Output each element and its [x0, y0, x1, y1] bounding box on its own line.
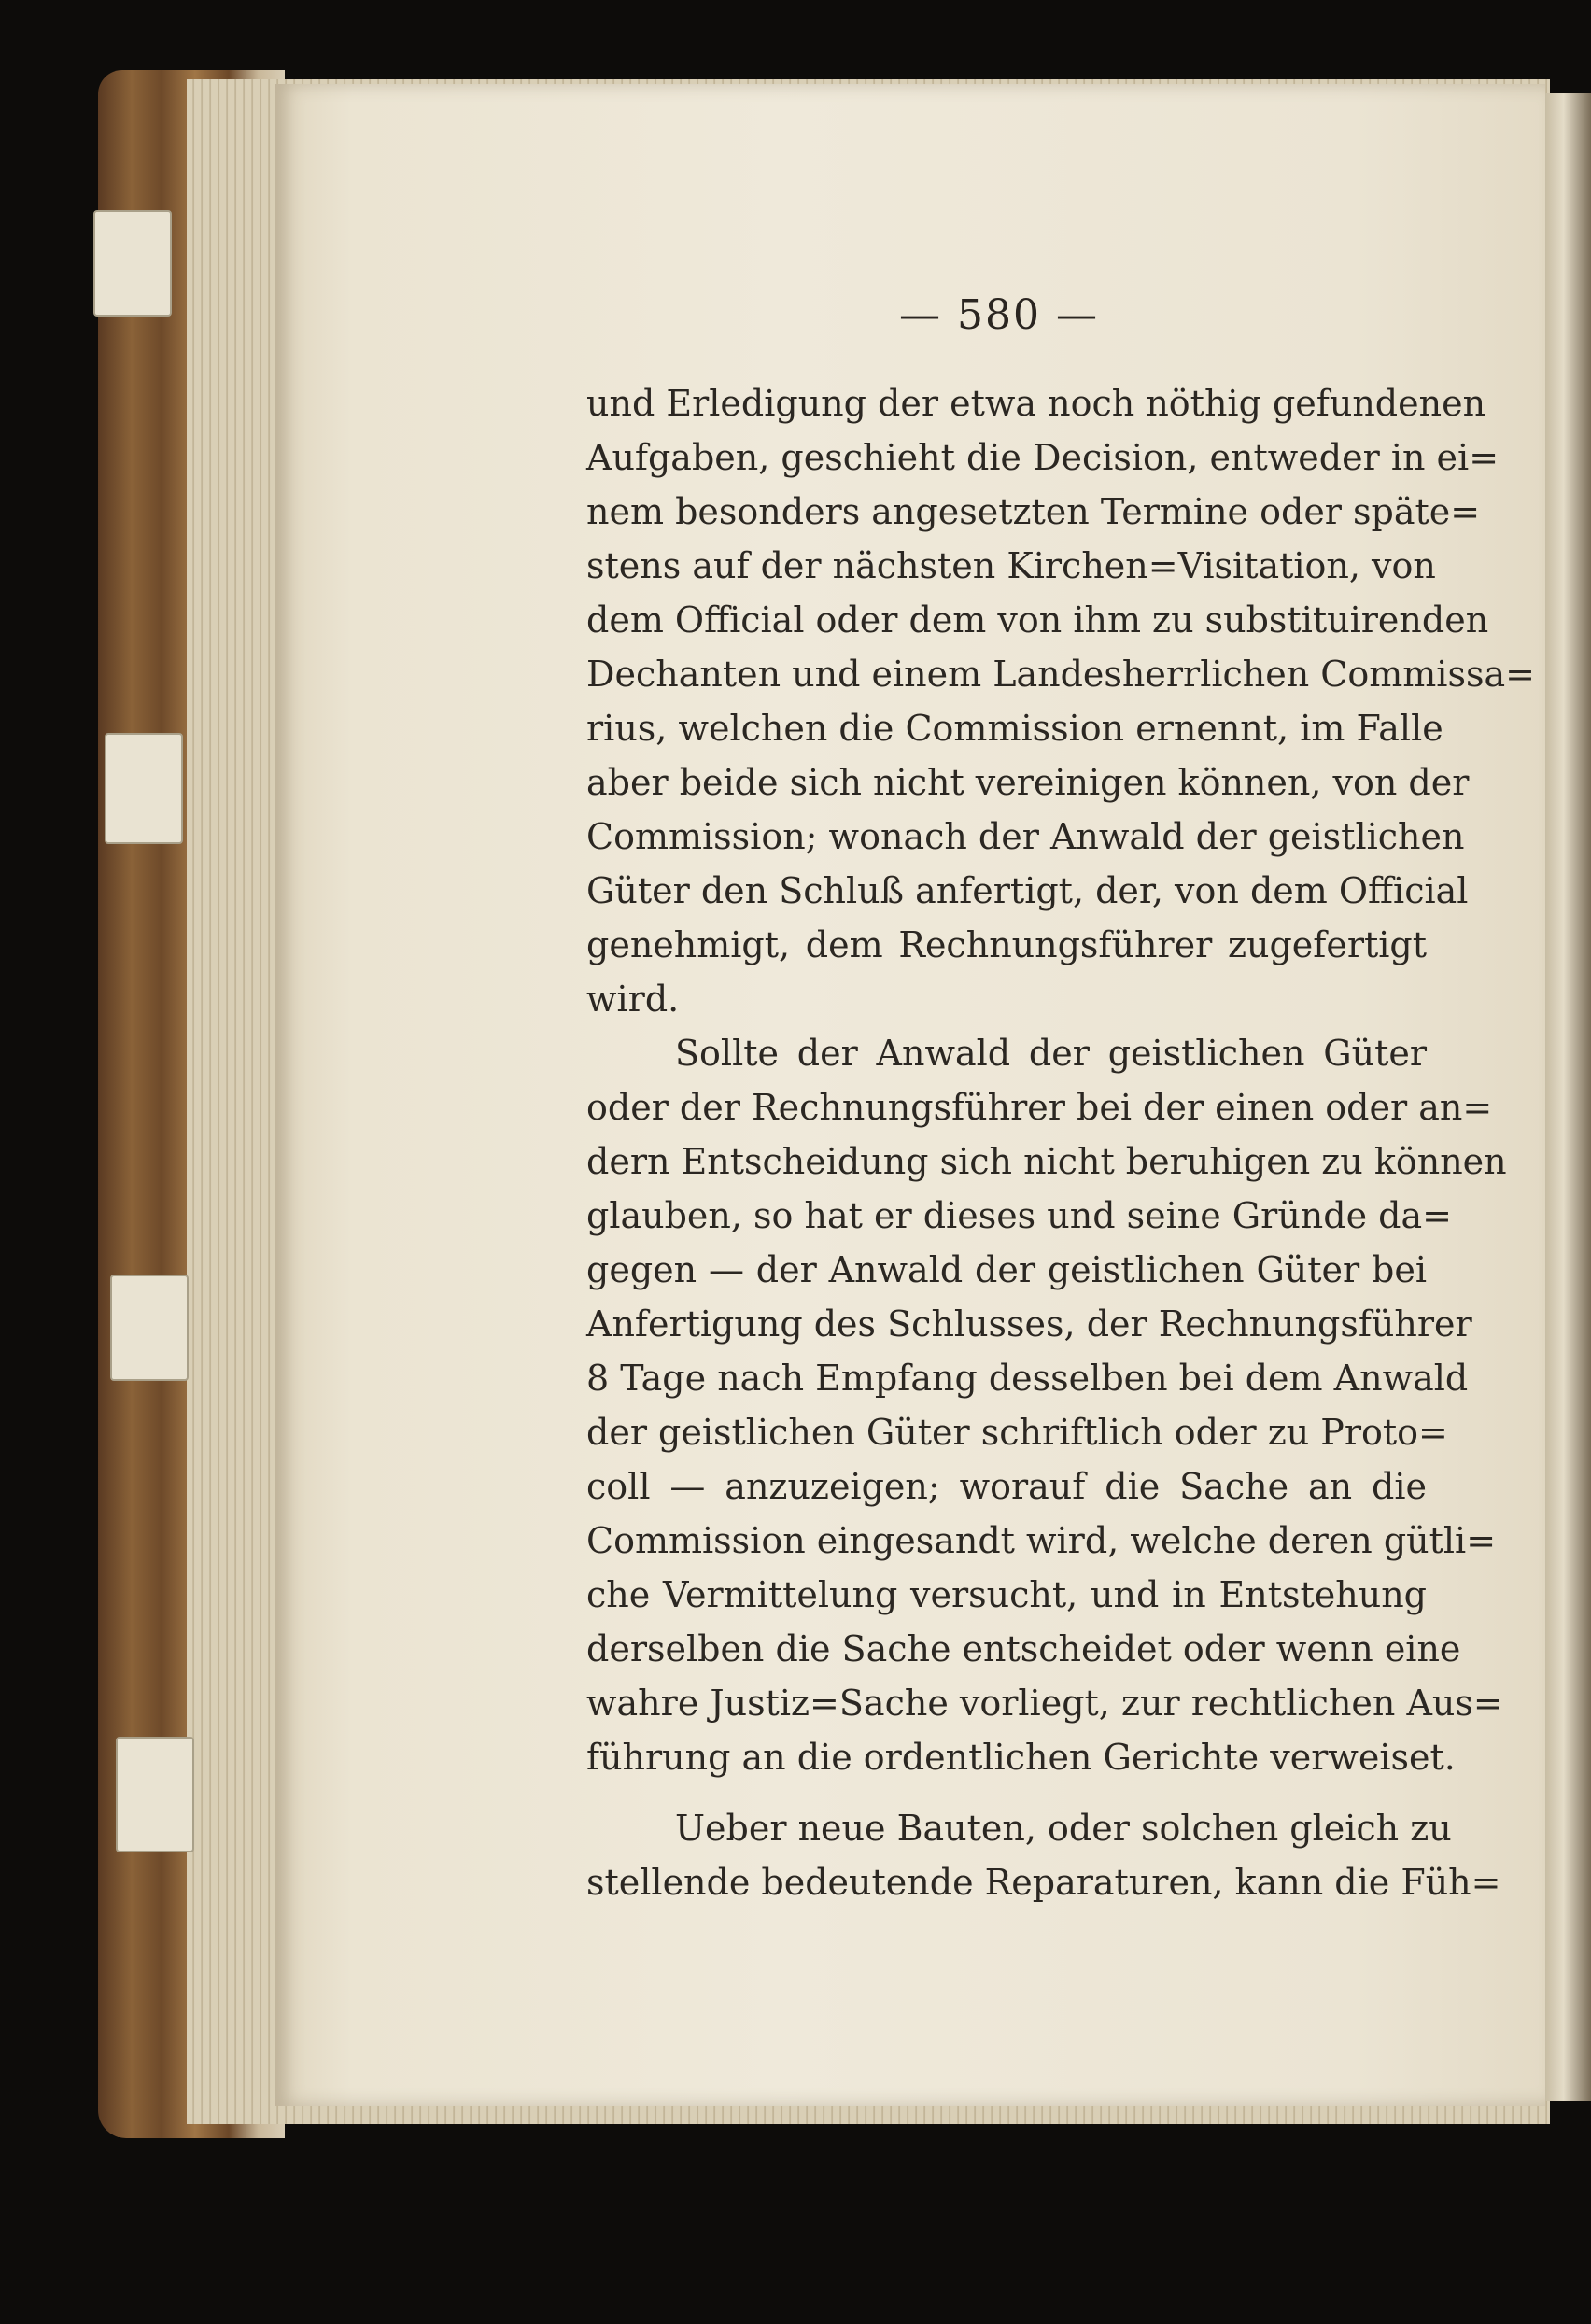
text-line: Ueber neue Bauten, oder solchen gleich zu	[675, 1808, 1452, 1849]
text-line: der geistlichen Güter schriftlich oder zu Proto=	[586, 1412, 1448, 1453]
text-line: dem Official oder dem von ihm zu substituirenden	[586, 599, 1489, 641]
facing-page-edge	[1545, 93, 1591, 2101]
text-line: Güter den Schluß anfertigt, der, von dem Official	[586, 870, 1469, 911]
text-line: genehmigt, dem Rechnungsführer zugefertigt	[586, 924, 1427, 965]
text-line: dern Entscheidung sich nicht beruhigen zu können	[586, 1141, 1507, 1182]
text-line: che Vermittelung versucht, und in Entstehung	[586, 1574, 1427, 1615]
text-line: Anfertigung des Schlusses, der Rechnungsführer	[586, 1303, 1472, 1345]
text-line: coll — anzuzeigen; worauf die Sache an die	[586, 1466, 1427, 1507]
text-line: stellende bedeutende Reparaturen, kann die Füh=	[586, 1862, 1501, 1903]
text-line: führung an die ordentlichen Gerichte verweiset.	[586, 1737, 1456, 1778]
body-text	[586, 376, 1535, 1909]
page-tab	[105, 733, 183, 844]
text-line: aber beide sich nicht vereinigen können, von der	[586, 762, 1470, 803]
page-tab	[93, 210, 172, 317]
text-line: glauben, so hat er dieses und seine Gründe da=	[586, 1195, 1452, 1236]
text-line: stens auf der nächsten Kirchen=Visitation, von	[586, 545, 1436, 586]
text-line: und Erledigung der etwa noch nöthig gefundenen	[586, 383, 1486, 424]
text-line: Aufgaben, geschieht die Decision, entweder in ei=	[586, 437, 1499, 478]
text-line: gegen — der Anwald der geistlichen Güter bei	[586, 1249, 1427, 1290]
page-number-header: — 580 —	[899, 291, 1099, 339]
text-line: Commission; wonach der Anwald der geistlichen	[586, 816, 1465, 857]
page-tab	[116, 1737, 194, 1852]
text-line: wahre Justiz=Sache vorliegt, zur rechtlichen Aus=	[586, 1683, 1503, 1724]
text-line: Dechanten und einem Landesherrlichen Commissa=	[586, 654, 1535, 695]
text-line: Commission eingesandt wird, welche deren gütli=	[586, 1520, 1497, 1561]
text-line: oder der Rechnungsführer bei der einen oder an=	[586, 1087, 1493, 1128]
text-line: derselben die Sache entscheidet oder wenn eine	[586, 1628, 1461, 1669]
text-line: 8 Tage nach Empfang desselben bei dem Anwald	[586, 1358, 1469, 1399]
page-tab	[110, 1275, 189, 1381]
text-line: wird.	[586, 979, 680, 1020]
text-line: rius, welchen die Commission ernennt, im Falle	[586, 708, 1443, 749]
text-line: Sollte der Anwald der geistlichen Güter	[675, 1033, 1427, 1074]
text-line: nem besonders angesetzten Termine oder späte=	[586, 491, 1481, 532]
